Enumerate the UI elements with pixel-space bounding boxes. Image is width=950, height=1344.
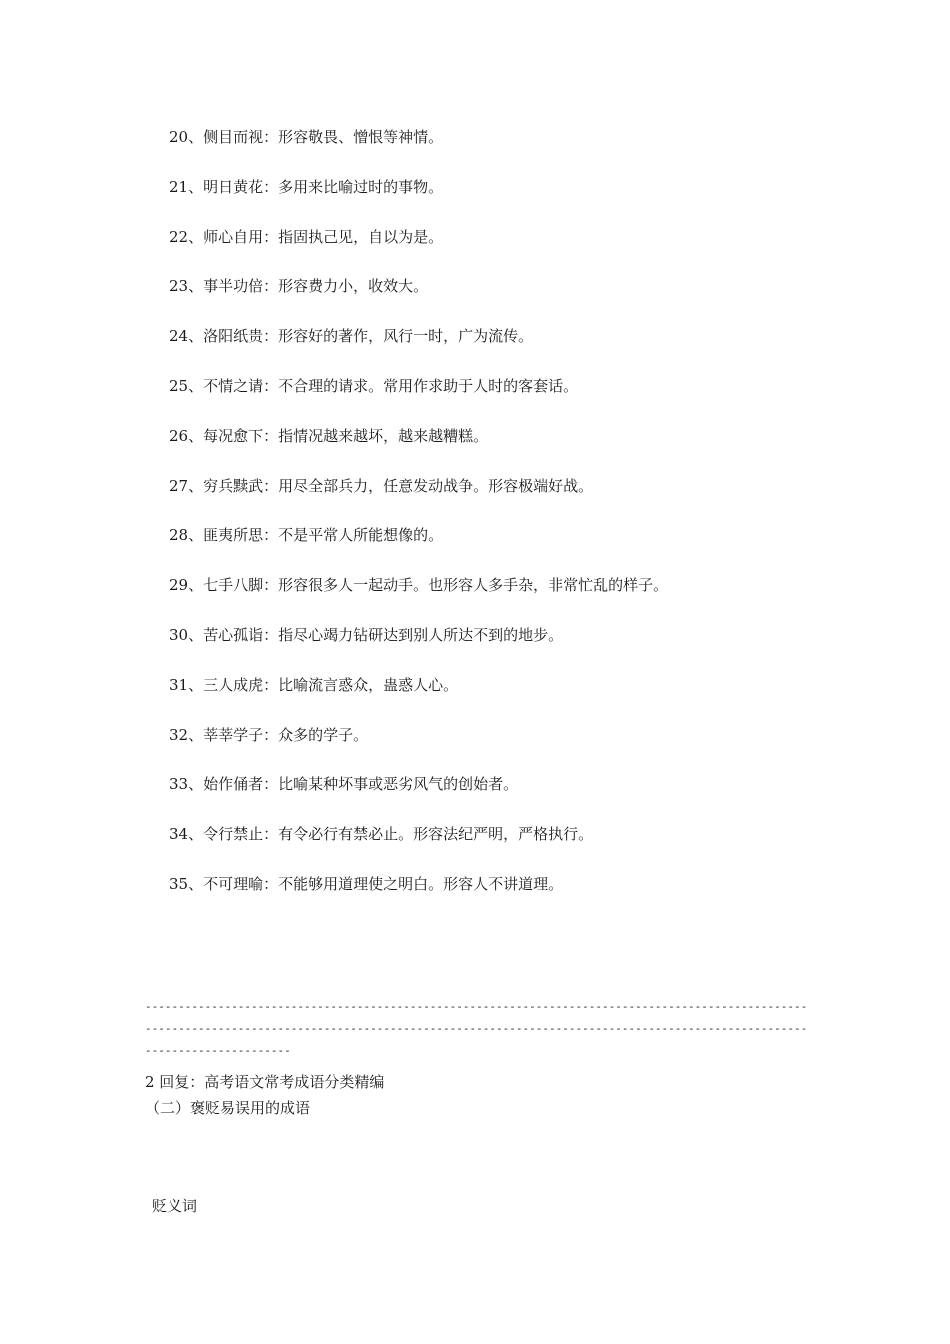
idiom-entry: 31、三人成虎：比喻流言惑众，蛊惑人心。 <box>169 675 459 694</box>
idiom-entry: 32、莘莘学子：众多的学子。 <box>169 725 369 744</box>
idiom-entry: 24、洛阳纸贵：形容好的著作，风行一时，广为流传。 <box>169 327 534 346</box>
idiom-entry: 28、匪夷所思：不是平常人所能想像的。 <box>169 526 444 545</box>
idiom-entry: 20、侧目而视：形容敬畏、憎恨等神情。 <box>169 128 444 146</box>
idiom-entry: 27、穷兵黩武：用尽全部兵力，任意发动战争。形容极端好战。 <box>169 476 594 495</box>
section-subheading: （二）褒贬易误用的成语 <box>145 1099 311 1117</box>
idiom-list <box>169 126 668 923</box>
idiom-entry: 34、令行禁止：有令必行有禁必止。形容法纪严明，严格执行。 <box>169 825 594 844</box>
idiom-entry: 22、师心自用：指固执己见，自以为是。 <box>169 227 444 246</box>
reply-heading: 2 回复：高考语文常考成语分类精编 <box>145 1073 385 1091</box>
idiom-entry: 21、明日黄花：多用来比喻过时的事物。 <box>169 177 444 196</box>
category-label: 贬义词 <box>152 1197 198 1215</box>
idiom-entry: 25、不情之请：不合理的请求。常用作求助于人时的客套话。 <box>169 376 579 395</box>
idiom-entry: 33、始作俑者：比喻某种坏事或恶劣风气的创始者。 <box>169 775 519 794</box>
idiom-entry: 29、七手八脚：形容很多人一起动手。也形容人多手杂，非常忙乱的样子。 <box>169 576 669 595</box>
idiom-entry: 35、不可理喻：不能够用道理使之明白。形容人不讲道理。 <box>169 874 564 893</box>
idiom-entry: 26、每况愈下：指情况越来越坏，越来越糟糕。 <box>169 426 489 445</box>
dashed-divider: ------------------------------------------------------------------------------------------------------------------------------------------------------------------------------------------------------------------------------ <box>145 1000 808 1057</box>
idiom-entry: 23、事半功倍：形容费力小，收效大。 <box>169 277 429 296</box>
idiom-entry: 30、苦心孤诣：指尽心竭力钻研达到别人所达不到的地步。 <box>169 625 564 644</box>
